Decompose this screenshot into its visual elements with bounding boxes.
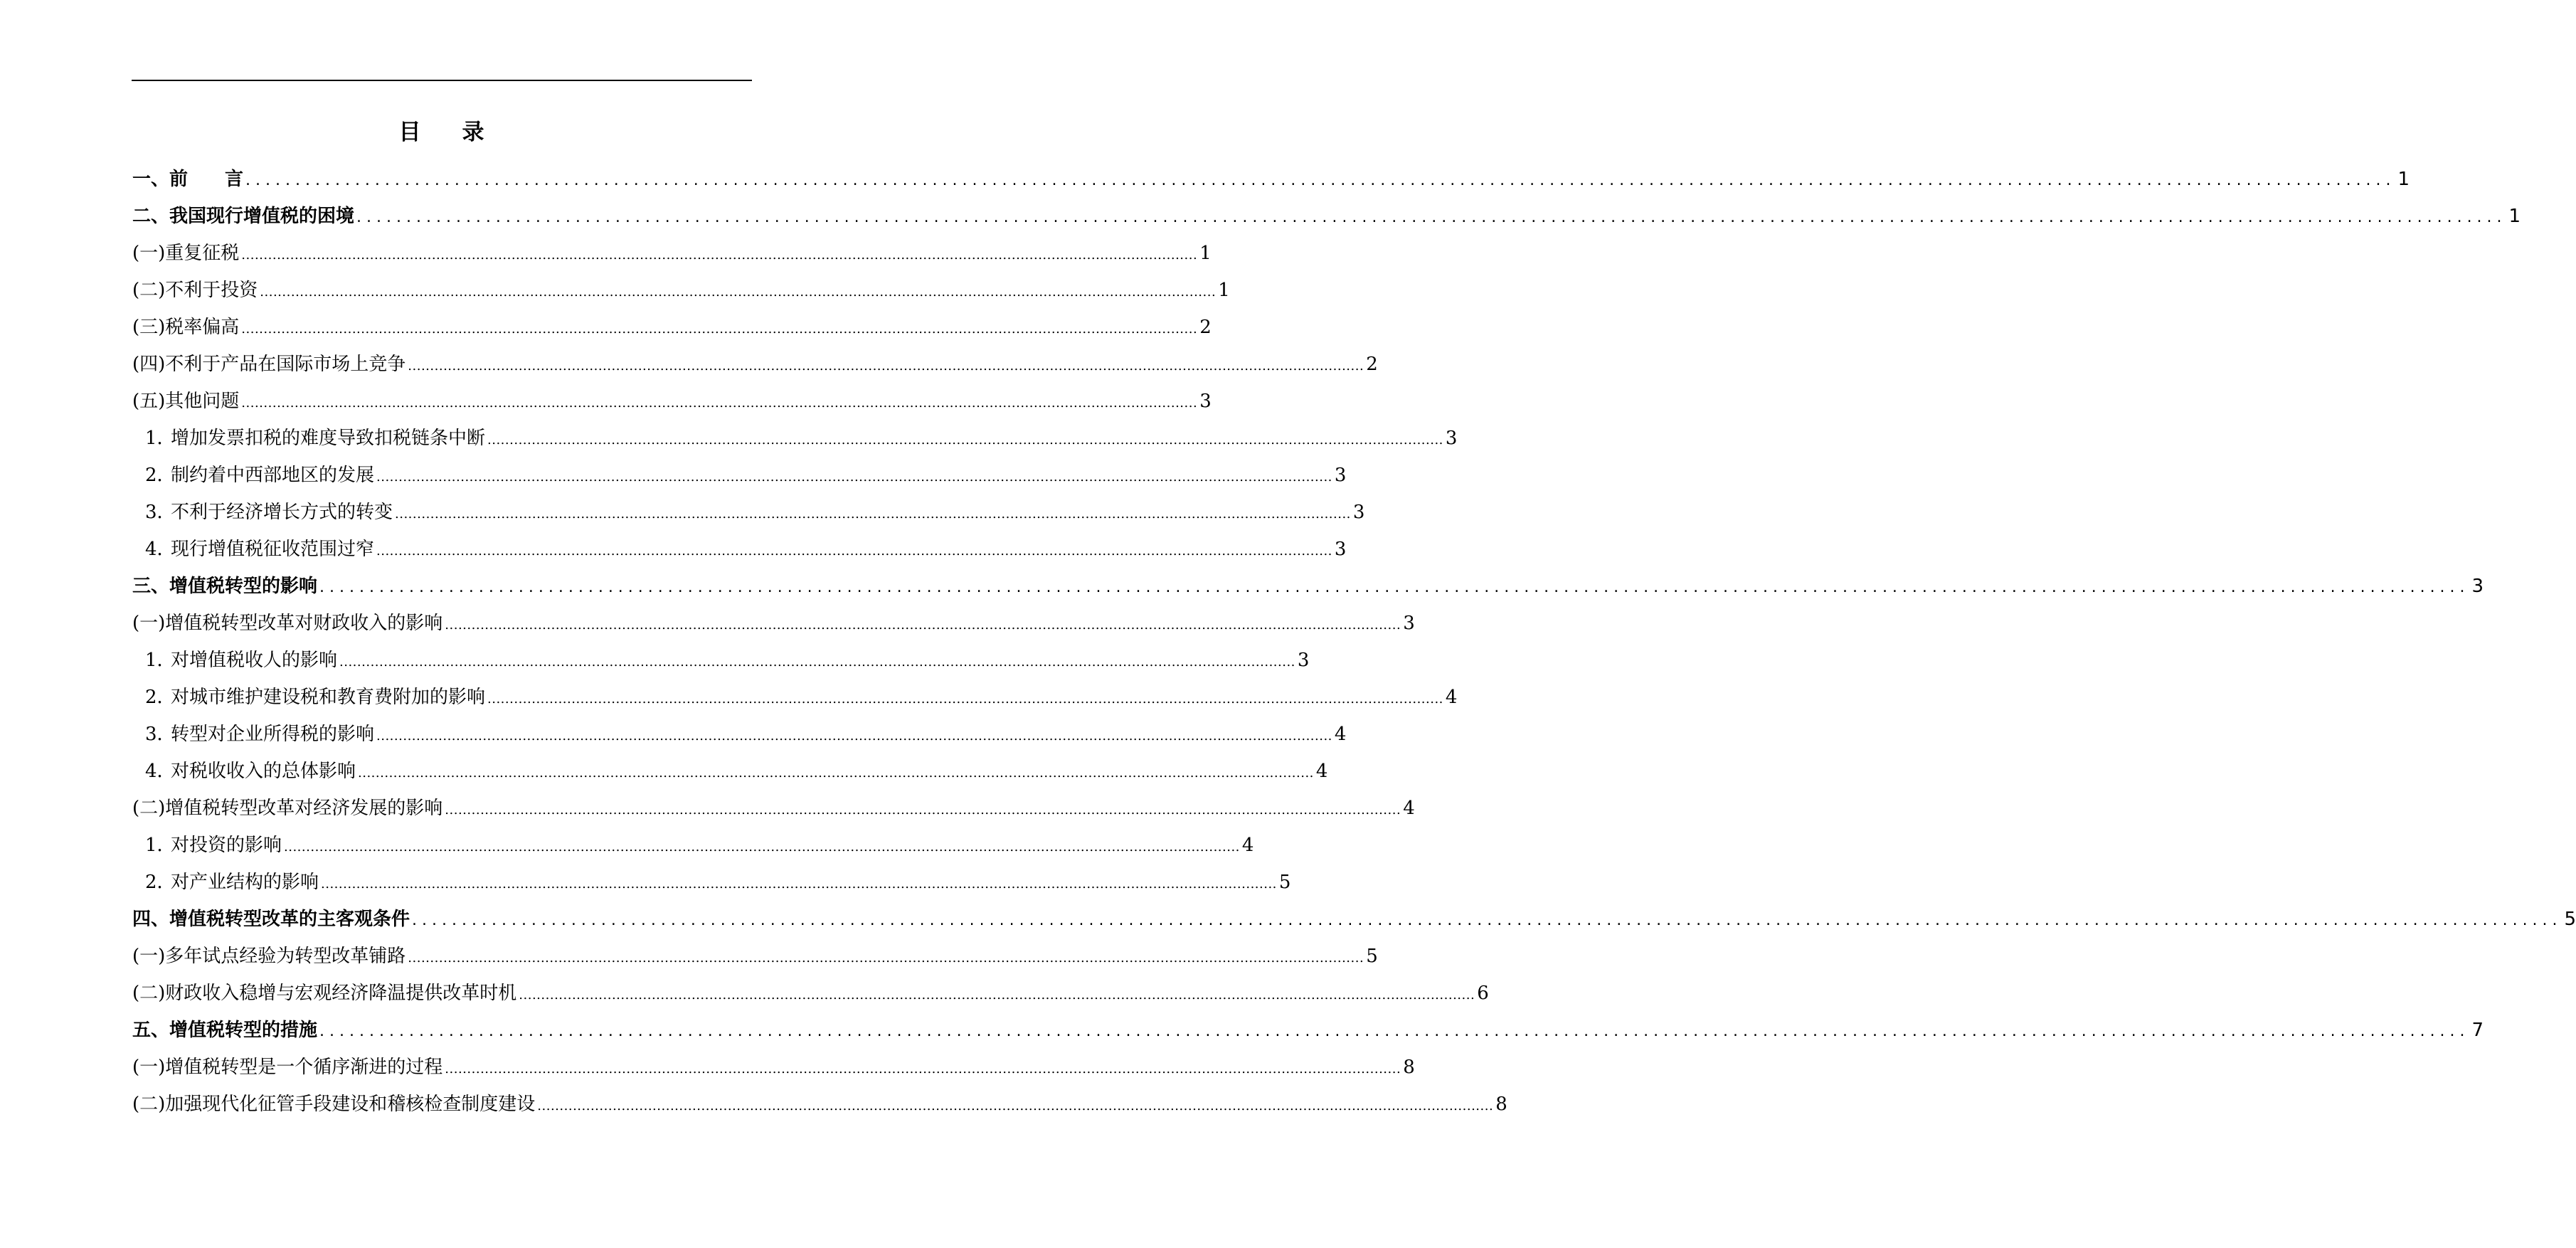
header-rule — [132, 80, 752, 81]
toc-entry-level-3[interactable] — [132, 457, 1347, 494]
toc-entry-level-3[interactable] — [132, 420, 1458, 457]
toc-leader-dots: ........................................................................................................................................................................................................................ — [376, 470, 1332, 485]
toc-entry-label: 三、增值税转型的影响 — [132, 576, 318, 597]
toc-page-number: 3 — [1334, 465, 1347, 486]
toc-entry-level-3[interactable] — [132, 531, 1347, 568]
toc-entry-label — [145, 716, 374, 753]
toc-leader-dots: ........................................................................................................................................................................................................................ — [537, 1099, 1494, 1114]
toc-entry-level-2[interactable] — [132, 1049, 1415, 1086]
toc-page-number: 4 — [1403, 798, 1415, 819]
toc-leader-dots: ........................................................................................................................................................................................................................ — [445, 1062, 1401, 1077]
toc-entry-level-3[interactable] — [132, 864, 1291, 901]
toc-entry-label — [145, 494, 393, 531]
toc-entry-text: 对产业结构的影响 — [171, 872, 319, 893]
toc-entry-level-3[interactable] — [132, 753, 1328, 790]
toc-entry-text: 不利于经济增长方式的转变 — [171, 502, 393, 523]
toc-page-number: 2 — [1366, 354, 1378, 375]
toc-page-number: 3 — [1199, 391, 1212, 412]
toc-leader-dots: ........................................................................................................................................................................................................................ — [376, 729, 1332, 744]
toc-page-number: 1 — [2397, 169, 2410, 190]
toc-entry-level-3[interactable] — [132, 716, 1347, 753]
toc-entry-label — [145, 753, 356, 790]
toc-leader-dots: ........................................................................................................................................................................................................................ — [356, 208, 2507, 226]
toc-page-number: 3 — [1445, 428, 1458, 449]
toc-entry-label: (一)多年试点经验为转型改革铺路 — [132, 946, 406, 967]
toc-entry-label: (二)财政收入稳增与宏观经济降温提供改革时机 — [132, 983, 517, 1004]
toc-leader-dots: ........................................................................................................................................................................................................................ — [408, 359, 1364, 374]
toc-page-number: 4 — [1241, 835, 1254, 856]
toc-page-number: 3 — [1403, 613, 1415, 634]
toc-entry-label: (一)增值税转型改革对财政收入的影响 — [132, 613, 443, 634]
toc-entry-label: (一)增值税转型是一个循序渐进的过程 — [132, 1057, 443, 1078]
toc-leader-dots: ........................................................................................................................................................................................................................ — [319, 578, 2470, 596]
toc-entry-number: 4． — [145, 761, 176, 782]
toc-entry-text: 对税收收入的总体影响 — [171, 761, 356, 782]
toc-page-number: 3 — [1297, 650, 1310, 671]
toc-entry-label — [145, 679, 485, 716]
toc-entry-label: (一)重复征税 — [132, 243, 240, 264]
toc-page-number: 8 — [1403, 1057, 1415, 1078]
toc-entry-text: 制约着中西部地区的发展 — [171, 465, 375, 486]
toc-page-number: 7 — [2471, 1020, 2484, 1041]
toc-entry-label — [145, 420, 485, 457]
toc-leader-dots: ........................................................................................................................................................................................................................ — [241, 396, 1198, 411]
toc-leader-dots: ........................................................................................................................................................................................................................ — [321, 877, 1277, 892]
toc-page-number: 6 — [1477, 983, 1489, 1004]
table-of-contents — [132, 161, 2576, 1123]
toc-page-number: 3 — [2471, 576, 2484, 597]
toc-entry-label: (三)税率偏高 — [132, 317, 240, 338]
toc-entry-level-1[interactable] — [132, 161, 2410, 198]
toc-leader-dots: ........................................................................................................................................................................................................................ — [487, 433, 1443, 448]
toc-page-number: 5 — [1366, 946, 1378, 967]
toc-leader-dots: ........................................................................................................................................................................................................................ — [519, 988, 1475, 1003]
toc-leader-dots: ........................................................................................................................................................................................................................ — [339, 655, 1295, 670]
toc-leader-dots: ........................................................................................................................................................................................................................ — [376, 544, 1332, 559]
toc-entry-label — [145, 864, 319, 901]
toc-leader-dots: ........................................................................................................................................................................................................................ — [358, 766, 1314, 781]
toc-entry-label: (四)不利于产品在国际市场上竞争 — [132, 354, 406, 375]
toc-entry-level-3[interactable] — [132, 642, 1310, 679]
toc-entry-label: 二、我国现行增值税的困境 — [132, 206, 355, 227]
toc-entry-number: 2． — [145, 465, 176, 486]
toc-entry-label: (二)增值税转型改革对经济发展的影响 — [132, 798, 443, 819]
toc-entry-text: 转型对企业所得税的影响 — [171, 724, 375, 745]
toc-entry-level-2[interactable] — [132, 346, 1378, 383]
toc-entry-level-1[interactable] — [132, 198, 2521, 235]
toc-leader-dots: ........................................................................................................................................................................................................................ — [395, 507, 1351, 522]
toc-leader-dots: ........................................................................................................................................................................................................................ — [408, 951, 1364, 966]
toc-entry-number: 4． — [145, 539, 176, 560]
toc-entry-label — [145, 642, 337, 679]
toc-leader-dots: ........................................................................................................................................................................................................................ — [241, 322, 1198, 337]
page-title — [0, 114, 883, 146]
toc-leader-dots: ........................................................................................................................................................................................................................ — [241, 248, 1198, 263]
toc-entry-text: 对投资的影响 — [171, 835, 282, 856]
toc-page-number: 3 — [1352, 502, 1365, 523]
toc-entry-number: 3． — [145, 502, 176, 523]
toc-entry-text: 对城市维护建设税和教育费附加的影响 — [171, 687, 486, 708]
toc-entry-label: (二)不利于投资 — [132, 280, 258, 301]
toc-entry-level-3[interactable] — [132, 827, 1254, 864]
toc-page-number: 1 — [1218, 280, 1230, 301]
toc-page-number: 1 — [1199, 243, 1212, 264]
title-char-1: 目 — [398, 120, 421, 145]
toc-entry-level-2[interactable] — [132, 272, 1230, 309]
toc-entry-level-2[interactable] — [132, 605, 1415, 642]
toc-entry-level-1[interactable] — [132, 901, 2576, 938]
toc-entry-label — [145, 531, 374, 568]
toc-entry-level-2[interactable] — [132, 235, 1212, 272]
toc-leader-dots: ........................................................................................................................................................................................................................ — [412, 911, 2562, 929]
toc-entry-number: 2． — [145, 687, 176, 708]
toc-entry-level-2[interactable] — [132, 309, 1212, 346]
toc-leader-dots: ........................................................................................................................................................................................................................ — [319, 1022, 2470, 1040]
toc-entry-level-2[interactable] — [132, 938, 1378, 975]
toc-page-number: 5 — [2564, 909, 2576, 930]
toc-entry-label: 一、前 言 — [132, 169, 244, 190]
toc-entry-number: 1． — [145, 835, 176, 856]
toc-page-number: 4 — [1334, 724, 1347, 745]
title-char-2: 录 — [462, 120, 484, 145]
toc-entry-number: 2． — [145, 872, 176, 893]
toc-entry-level-2[interactable] — [132, 790, 1415, 827]
toc-entry-label — [145, 827, 282, 864]
toc-entry-level-2[interactable] — [132, 1086, 1507, 1123]
toc-entry-text: 现行增值税征收范围过窄 — [171, 539, 375, 560]
toc-entry-number: 3． — [145, 724, 176, 745]
toc-page-number: 1 — [2508, 206, 2521, 227]
toc-page-number: 8 — [1495, 1094, 1507, 1115]
toc-entry-text: 增加发票扣税的难度导致扣税链条中断 — [171, 428, 486, 449]
toc-leader-dots: ........................................................................................................................................................................................................................ — [245, 171, 2396, 189]
toc-entry-level-3[interactable] — [132, 679, 1458, 716]
toc-page-number: 4 — [1315, 761, 1328, 782]
toc-entry-label: (五)其他问题 — [132, 391, 240, 412]
toc-entry-label: 四、增值税转型改革的主客观条件 — [132, 909, 410, 930]
toc-leader-dots: ........................................................................................................................................................................................................................ — [284, 840, 1240, 855]
toc-page-number: 3 — [1334, 539, 1347, 560]
toc-entry-number: 1． — [145, 428, 176, 449]
toc-leader-dots: ........................................................................................................................................................................................................................ — [445, 618, 1401, 633]
toc-leader-dots: ........................................................................................................................................................................................................................ — [260, 285, 1217, 300]
toc-page-number: 2 — [1199, 317, 1212, 338]
toc-entry-text: 对增值税收人的影响 — [171, 650, 338, 671]
toc-page-number: 5 — [1278, 872, 1291, 893]
toc-entry-level-2[interactable] — [132, 975, 1489, 1012]
toc-entry-level-2[interactable] — [132, 383, 1212, 420]
toc-page-number: 4 — [1445, 687, 1458, 708]
toc-entry-number: 1． — [145, 650, 176, 671]
toc-entry-level-3[interactable] — [132, 494, 1365, 531]
toc-entry-label: 五、增值税转型的措施 — [132, 1020, 318, 1041]
toc-leader-dots: ........................................................................................................................................................................................................................ — [487, 692, 1443, 707]
toc-entry-label: (二)加强现代化征管手段建设和稽核检查制度建设 — [132, 1094, 536, 1115]
toc-entry-label — [145, 457, 374, 494]
toc-entry-level-1[interactable] — [132, 568, 2484, 605]
toc-leader-dots: ........................................................................................................................................................................................................................ — [445, 803, 1401, 818]
toc-entry-level-1[interactable] — [132, 1012, 2484, 1049]
